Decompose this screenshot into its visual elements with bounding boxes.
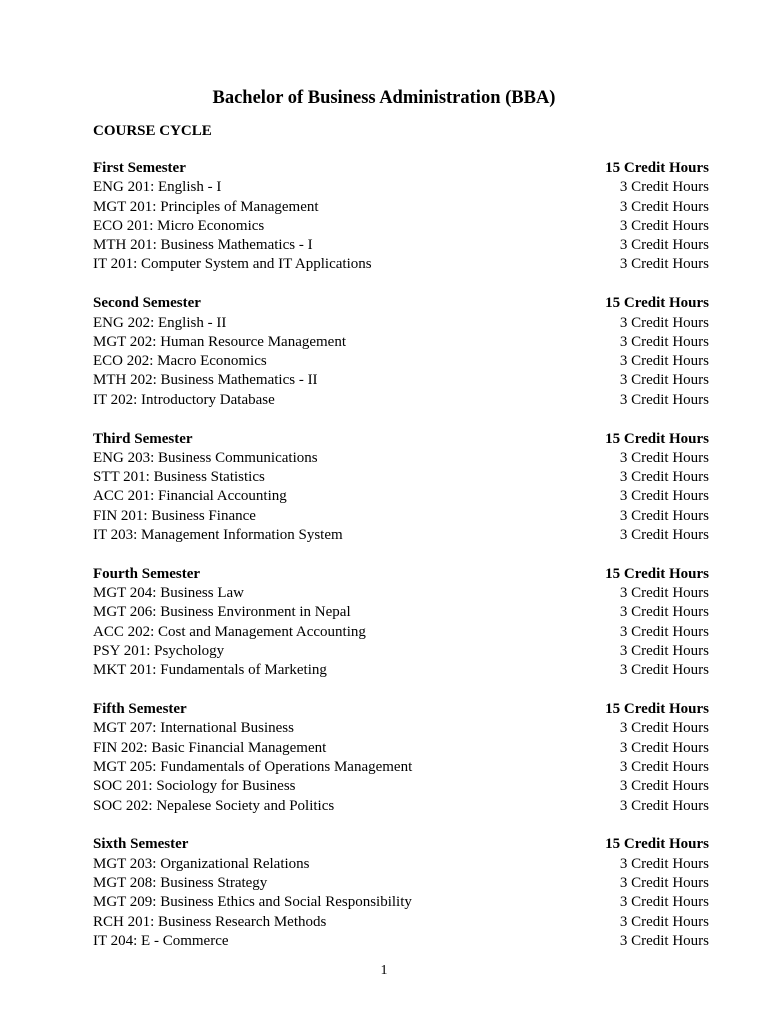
course-credits: 3 Credit Hours [619, 623, 709, 640]
course-row [93, 913, 709, 932]
course-row [93, 874, 709, 893]
course-credits: 3 Credit Hours [619, 256, 709, 273]
semester-block [93, 430, 709, 546]
semester-name: Second Semester [93, 295, 201, 312]
semester-list [93, 159, 709, 971]
course-row [93, 932, 709, 951]
course-title: IT 202: Introductory Database [93, 391, 275, 408]
course-credits: 3 Credit Hours [619, 778, 709, 795]
course-title: ENG 202: English - II [93, 314, 227, 331]
course-credits: 3 Credit Hours [619, 372, 709, 389]
course-row [93, 584, 709, 603]
semester-header [93, 159, 709, 178]
semester-block [93, 159, 709, 275]
course-row [93, 314, 709, 333]
course-row [93, 487, 709, 506]
course-title: RCH 201: Business Research Methods [93, 913, 327, 930]
semester-header [93, 294, 709, 313]
semester-block [93, 294, 709, 410]
course-title: IT 201: Computer System and IT Applications [93, 256, 372, 273]
semester-header [93, 565, 709, 584]
course-title: MGT 203: Organizational Relations [93, 855, 310, 872]
course-credits: 3 Credit Hours [619, 488, 709, 505]
course-row [93, 739, 709, 758]
semester-name: Sixth Semester [93, 836, 189, 853]
document-title: Bachelor of Business Administration (BBA) [212, 88, 556, 108]
course-credits: 3 Credit Hours [619, 720, 709, 737]
course-title: MGT 204: Business Law [93, 585, 244, 602]
semester-block [93, 700, 709, 816]
course-credits: 3 Credit Hours [619, 585, 709, 602]
course-credits: 3 Credit Hours [619, 739, 709, 756]
page-number: 1 [380, 963, 388, 978]
course-row [93, 333, 709, 352]
course-credits: 3 Credit Hours [619, 449, 709, 466]
course-title: SOC 201: Sociology for Business [93, 778, 296, 795]
course-credits: 3 Credit Hours [619, 237, 709, 254]
course-row [93, 255, 709, 274]
course-credits: 3 Credit Hours [619, 932, 709, 949]
course-row [93, 526, 709, 545]
course-row [93, 217, 709, 236]
course-row [93, 719, 709, 738]
course-credits: 3 Credit Hours [619, 759, 709, 776]
course-title: FIN 202: Basic Financial Management [93, 739, 327, 756]
course-credits: 3 Credit Hours [619, 198, 709, 215]
course-title: MGT 207: International Business [93, 720, 294, 737]
course-credits: 3 Credit Hours [619, 179, 709, 196]
course-row [93, 642, 709, 661]
semester-total-credits: 15 Credit Hours [605, 701, 709, 718]
course-credits: 3 Credit Hours [619, 314, 709, 331]
semester-block [93, 835, 709, 951]
course-title: ENG 201: English - I [93, 179, 222, 196]
course-credits: 3 Credit Hours [619, 913, 709, 930]
course-title: MTH 202: Business Mathematics - II [93, 372, 318, 389]
course-row [93, 797, 709, 816]
course-row [93, 178, 709, 197]
course-credits: 3 Credit Hours [619, 391, 709, 408]
course-title: ECO 202: Macro Economics [93, 353, 267, 370]
course-title: STT 201: Business Statistics [93, 469, 265, 486]
course-row [93, 449, 709, 468]
semester-total-credits: 15 Credit Hours [605, 836, 709, 853]
course-title: ENG 203: Business Communications [93, 449, 318, 466]
course-title: MGT 206: Business Environment in Nepal [93, 604, 351, 621]
semester-block [93, 565, 709, 681]
course-title: MGT 205: Fundamentals of Operations Management [93, 759, 413, 776]
course-title: PSY 201: Psychology [93, 643, 225, 660]
course-title: MGT 209: Business Ethics and Social Responsibility [93, 894, 412, 911]
course-row [93, 855, 709, 874]
course-title: MGT 202: Human Resource Management [93, 333, 347, 350]
course-row [93, 391, 709, 410]
course-credits: 3 Credit Hours [619, 353, 709, 370]
course-title: SOC 202: Nepalese Society and Politics [93, 797, 335, 814]
course-row [93, 661, 709, 680]
semester-header [93, 700, 709, 719]
course-credits: 3 Credit Hours [619, 527, 709, 544]
course-credits: 3 Credit Hours [619, 643, 709, 660]
course-title: IT 204: E - Commerce [93, 932, 229, 949]
course-title: MKT 201: Fundamentals of Marketing [93, 662, 327, 679]
course-credits: 3 Credit Hours [619, 469, 709, 486]
course-row [93, 236, 709, 255]
course-title: MGT 201: Principles of Management [93, 198, 319, 215]
semester-total-credits: 15 Credit Hours [605, 565, 709, 582]
course-title: ACC 202: Cost and Management Accounting [93, 623, 366, 640]
course-credits: 3 Credit Hours [619, 894, 709, 911]
course-credits: 3 Credit Hours [619, 875, 709, 891]
course-row [93, 758, 709, 777]
course-credits: 3 Credit Hours [619, 797, 709, 814]
course-credits: 3 Credit Hours [619, 855, 709, 872]
course-credits: 3 Credit Hours [619, 662, 709, 679]
semester-name: First Semester [93, 160, 186, 176]
course-row [93, 198, 709, 217]
course-row [93, 371, 709, 390]
course-credits: 3 Credit Hours [619, 604, 709, 621]
semester-name: Third Semester [93, 430, 193, 447]
course-title: MGT 208: Business Strategy [93, 875, 268, 891]
course-credits: 3 Credit Hours [619, 217, 709, 234]
course-title: IT 203: Management Information System [93, 527, 343, 544]
course-row [93, 507, 709, 526]
course-title: FIN 201: Business Finance [93, 507, 256, 524]
course-title: MTH 201: Business Mathematics - I [93, 237, 313, 254]
course-row [93, 352, 709, 371]
course-row [93, 468, 709, 487]
semester-total-credits: 15 Credit Hours [605, 430, 709, 447]
semester-header [93, 835, 709, 854]
course-title: ECO 201: Micro Economics [93, 217, 265, 234]
course-row [93, 777, 709, 796]
course-credits: 3 Credit Hours [619, 333, 709, 350]
semester-total-credits: 15 Credit Hours [605, 160, 709, 176]
course-title: ACC 201: Financial Accounting [93, 488, 287, 505]
semester-name: Fourth Semester [93, 565, 201, 582]
semester-name: Fifth Semester [93, 701, 187, 718]
course-cycle-heading: COURSE CYCLE [93, 123, 212, 139]
semester-total-credits: 15 Credit Hours [605, 295, 709, 312]
semester-header [93, 430, 709, 449]
course-row [93, 893, 709, 912]
course-row [93, 623, 709, 642]
course-row [93, 603, 709, 622]
course-credits: 3 Credit Hours [619, 507, 709, 524]
